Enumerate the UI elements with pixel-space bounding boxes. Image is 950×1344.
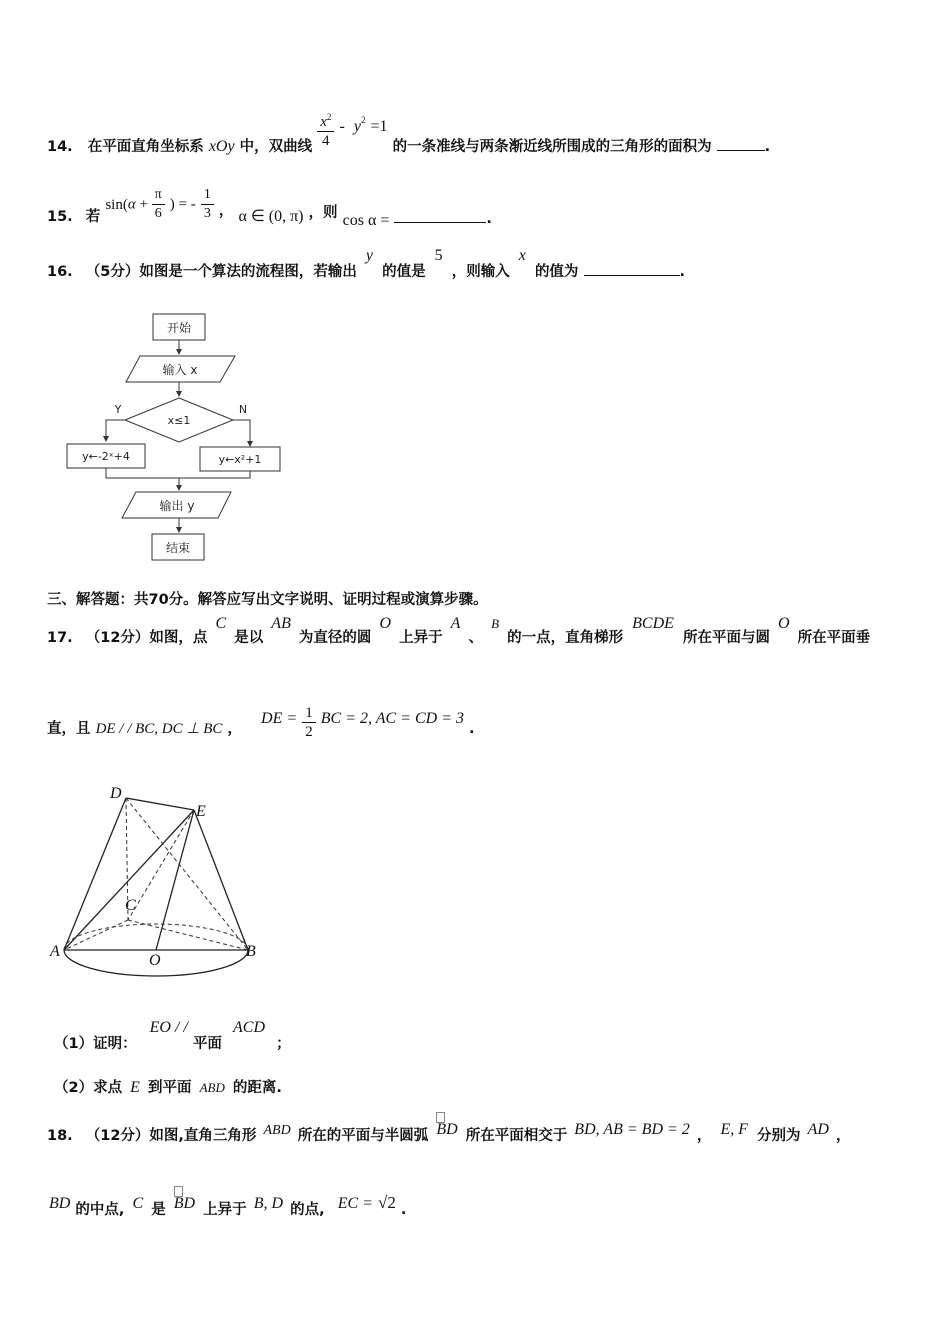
- flow-left-process-label: y←-2ˣ+4: [82, 450, 130, 463]
- question-18: 18. （12分）如图,直角三角形 ABD 所在的平面与半圆弧 BD 所在平面相交于 BD, AB = BD = 2 ， E, F 分别为 AD ，: [47, 1121, 851, 1144]
- edge-DB: [126, 798, 248, 950]
- question-16: 16. （5分）如图是一个算法的流程图，若输出 y 的值是 5 ，则输入 x 的值为 .: [47, 247, 686, 280]
- fraction-x2-over-4: $\frac{x^2}{4}$: [317, 108, 334, 150]
- question-17-part-2: （2）求点 E 到平面 ABD 的距离.: [54, 1079, 282, 1096]
- flow-end-label: 结束: [165, 541, 191, 555]
- flow-output-label: 输出 y: [159, 499, 195, 513]
- fraction-1-over-2: $\frac{1}{2}$: [302, 704, 316, 741]
- arc-BD: BD: [173, 1195, 196, 1212]
- flow-input-label: 输入 x: [162, 363, 198, 377]
- edge-EB: [194, 810, 248, 950]
- question-17: 17. （12分）如图，点 C 是以 AB 为直径的圆 O 上异于 A 、 B 的一点，直角梯形 BCDE 所在平面与圆 O 所在平面垂: [47, 615, 871, 646]
- edge-CB: [128, 920, 248, 950]
- question-number: 16.: [47, 264, 73, 280]
- flow-no-label: N: [238, 403, 248, 416]
- label-C: C: [125, 897, 136, 914]
- flow-start-label: 开始: [166, 321, 192, 335]
- label-O: O: [149, 952, 161, 969]
- flow-right-process-label: y←x²+1: [218, 453, 262, 466]
- edge-DA: [64, 798, 126, 950]
- label-A: A: [50, 943, 60, 960]
- question-15: 15. 若 sin(α + $\frac{\pi}{6}$ ) = - $\frac{1}{3}$ ， α ∈ (0, π) ，则 cos α = .: [47, 187, 492, 229]
- question-14: 14. 在平面直角坐标系 xOy 中，双曲线 $\frac{x^2}{4}$ - $y^2 =1$ 的一条准线与两条渐近线所围成的三角形的面积为 .: [47, 110, 770, 150]
- section-3-heading: 三、解答题：共70分。解答应写出文字说明、证明过程或演算步骤。: [47, 592, 488, 608]
- question-number: 18.: [47, 1128, 73, 1144]
- label-B: B: [246, 943, 256, 960]
- question-17-part-1: （1）证明： EO / / 平面 ACD ；: [54, 1019, 291, 1052]
- geometry-figure: [40, 778, 280, 978]
- fraction-1-over-3: $\frac{1}{3}$: [201, 186, 214, 223]
- question-number: 14.: [47, 139, 73, 155]
- answer-blank[interactable]: [584, 265, 680, 276]
- edge-DE: [126, 798, 194, 810]
- answer-blank[interactable]: [717, 140, 765, 151]
- flow-condition-label: x≤1: [167, 414, 191, 427]
- edge-CA: [64, 920, 128, 950]
- flowchart-figure: [60, 308, 300, 568]
- label-E: E: [196, 803, 206, 820]
- answer-blank[interactable]: [394, 212, 486, 223]
- question-number: 17.: [47, 630, 73, 646]
- circle-back-arc: [64, 924, 248, 950]
- label-D: D: [110, 785, 122, 802]
- edge-EC: [128, 810, 194, 920]
- question-17-line-2: 直，且 DE / / BC, DC ⊥ BC ， DE = $\frac{1}{2}$ BC = 2, AC = CD = 3 .: [47, 705, 475, 740]
- fraction-pi-over-6: $\frac{\pi}{6}$: [152, 186, 165, 223]
- question-18-line-2: BD 的中点, C 是 BD 上异于 B, D 的点, EC = √2 .: [49, 1193, 407, 1218]
- flow-yes-label: Y: [114, 403, 122, 416]
- question-number: 15.: [47, 208, 73, 225]
- arc-BD: BD: [436, 1121, 458, 1138]
